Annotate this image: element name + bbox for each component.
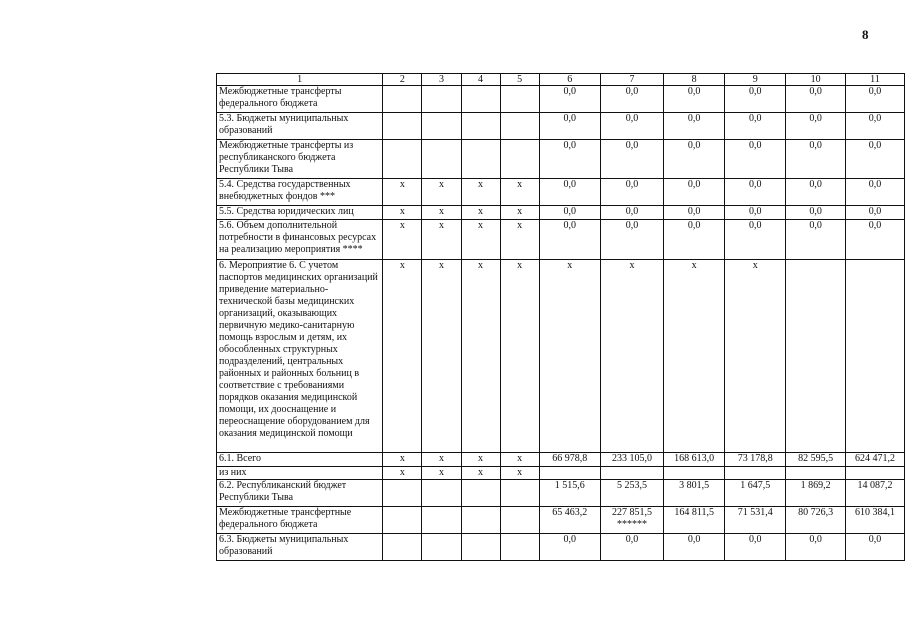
table-cell: 0,0 (845, 86, 904, 113)
table-row (217, 534, 905, 561)
table-row (217, 480, 905, 507)
table-cell: x (461, 260, 500, 453)
column-header: 3 (422, 74, 461, 86)
table-cell (539, 467, 600, 480)
table-cell: x (461, 453, 500, 467)
cell-value: 227 851,5 (611, 507, 652, 518)
table-cell (422, 507, 461, 534)
table-cell (461, 534, 500, 561)
table-cell: 0,0 (725, 206, 786, 220)
table-cell: 0,0 (539, 220, 600, 260)
table-cell (786, 260, 846, 453)
table-cell: 0,0 (664, 179, 725, 206)
table-cell (461, 140, 500, 179)
row-label: 5.5. Средства юридических лиц (217, 206, 383, 220)
table-cell: 0,0 (600, 206, 663, 220)
table-cell (725, 467, 786, 480)
table-cell (461, 86, 500, 113)
table-cell (600, 467, 663, 480)
table-cell (383, 140, 422, 179)
table-cell: 0,0 (539, 206, 600, 220)
table-cell (786, 467, 846, 480)
table-cell: 168 613,0 (664, 453, 725, 467)
table-cell (500, 86, 539, 113)
table-cell: x (422, 467, 461, 480)
table-cell: 0,0 (786, 179, 846, 206)
table-cell: 164 811,5 (664, 507, 725, 534)
row-label: 6.1. Всего (217, 453, 383, 467)
row-label: 6. Мероприятие 6. С учетом паспортов медицинских организаций приведение материально-технической базы медицинских организаций, оказывающих первичную медико-санитарную помощь взрослым и детям, их обособленных структурных подразделений, центральных районных и районных больниц в соответствие с требованиями порядков оказания медицинской помощи, их дооснащение и переоснащение оборудованием для оказания медицинской помощи (217, 260, 383, 453)
table-row (217, 113, 905, 140)
row-label: 5.4. Средства государственных внебюджетных фондов *** (217, 179, 383, 206)
table-cell: 3 801,5 (664, 480, 725, 507)
table-row (217, 260, 905, 453)
table-cell: 14 087,2 (845, 480, 904, 507)
table-cell (845, 467, 904, 480)
table-cell (500, 113, 539, 140)
table-cell: 0,0 (664, 86, 725, 113)
table-cell (422, 480, 461, 507)
table-cell: x (500, 220, 539, 260)
row-label: Межбюджетные трансфертные федерального бюджета (217, 507, 383, 534)
column-header: 6 (539, 74, 600, 86)
row-label: из них (217, 467, 383, 480)
table-cell: 1 869,2 (786, 480, 846, 507)
table-cell: x (461, 206, 500, 220)
table-cell (383, 534, 422, 561)
table-cell: x (422, 179, 461, 206)
column-header: 9 (725, 74, 786, 86)
table-cell: x (422, 220, 461, 260)
table-cell: 0,0 (845, 220, 904, 260)
table-cell (461, 480, 500, 507)
table-cell: 0,0 (600, 220, 663, 260)
table-cell: 0,0 (600, 140, 663, 179)
table-cell: 0,0 (664, 206, 725, 220)
table-cell: 0,0 (786, 220, 846, 260)
table-cell: 0,0 (539, 86, 600, 113)
table-cell (383, 507, 422, 534)
column-header: 1 (217, 74, 383, 86)
table-cell: x (383, 206, 422, 220)
table-cell: x (461, 179, 500, 206)
table-cell: 0,0 (786, 534, 846, 561)
table-row (217, 507, 905, 534)
table-cell (422, 534, 461, 561)
column-header: 10 (786, 74, 846, 86)
table-cell: 0,0 (725, 534, 786, 561)
table-cell: x (500, 179, 539, 206)
table-row (217, 179, 905, 206)
table-cell: x (600, 260, 663, 453)
table-cell (461, 507, 500, 534)
table-cell: 73 178,8 (725, 453, 786, 467)
table-cell: 0,0 (539, 534, 600, 561)
table-cell: x (383, 453, 422, 467)
row-label: Межбюджетные трансферты федерального бюджета (217, 86, 383, 113)
column-header: 11 (845, 74, 904, 86)
table-cell: x (500, 467, 539, 480)
table-row (217, 86, 905, 113)
table-cell: 80 726,3 (786, 507, 846, 534)
table-cell (383, 86, 422, 113)
table-cell: 0,0 (664, 220, 725, 260)
table-cell: 0,0 (664, 113, 725, 140)
table-cell: 0,0 (539, 113, 600, 140)
column-header: 4 (461, 74, 500, 86)
table-cell: x (422, 260, 461, 453)
table-cell: 0,0 (845, 534, 904, 561)
table-cell: 0,0 (664, 140, 725, 179)
table-cell: 0,0 (845, 113, 904, 140)
page-number: 8 (862, 27, 869, 42)
table-cell: 66 978,8 (539, 453, 600, 467)
table-row (217, 467, 905, 480)
table-cell (845, 260, 904, 453)
table-cell: 0,0 (786, 113, 846, 140)
table-cell: 0,0 (539, 179, 600, 206)
row-label: 5.6. Объем дополнительной потребности в финансовых ресурсах на реализацию мероприятия **** (217, 220, 383, 260)
table-cell (461, 113, 500, 140)
table-cell: x (500, 206, 539, 220)
table-row (217, 140, 905, 179)
table-cell: 65 463,2 (539, 507, 600, 534)
column-header: 5 (500, 74, 539, 86)
table-cell: 0,0 (786, 206, 846, 220)
table-cell (422, 140, 461, 179)
table-cell: 610 384,1 (845, 507, 904, 534)
table-cell: 624 471,2 (845, 453, 904, 467)
table-cell: 0,0 (600, 113, 663, 140)
table-cell: x (500, 453, 539, 467)
table-cell: 0,0 (725, 86, 786, 113)
table-cell: 1 515,6 (539, 480, 600, 507)
table-cell: 0,0 (539, 140, 600, 179)
table-cell (500, 140, 539, 179)
table-cell (500, 507, 539, 534)
table-row (217, 220, 905, 260)
table-cell: 233 105,0 (600, 453, 663, 467)
table-cell (422, 113, 461, 140)
table-cell: x (383, 260, 422, 453)
table-cell: x (725, 260, 786, 453)
table-cell: 82 595,5 (786, 453, 846, 467)
column-header: 7 (600, 74, 663, 86)
column-header: 8 (664, 74, 725, 86)
table-cell: x (461, 220, 500, 260)
table-cell: 5 253,5 (600, 480, 663, 507)
row-label: 5.3. Бюджеты муниципальных образований (217, 113, 383, 140)
table-cell: 0,0 (725, 113, 786, 140)
table-cell: x (422, 206, 461, 220)
table-cell: 0,0 (845, 206, 904, 220)
table-cell: 0,0 (664, 534, 725, 561)
table-cell: 1 647,5 (725, 480, 786, 507)
table-cell: 0,0 (600, 86, 663, 113)
table-cell (664, 467, 725, 480)
table-cell: 0,0 (725, 140, 786, 179)
table-cell: 0,0 (786, 86, 846, 113)
budget-table (216, 73, 905, 561)
table-cell (422, 86, 461, 113)
column-header: 2 (383, 74, 422, 86)
table-cell: 0,0 (725, 220, 786, 260)
table-cell: x (500, 260, 539, 453)
table-cell: 0,0 (725, 179, 786, 206)
row-label: 6.3. Бюджеты муниципальных образований (217, 534, 383, 561)
table-cell: x (383, 220, 422, 260)
table-cell: 0,0 (600, 534, 663, 561)
table-cell (383, 480, 422, 507)
table-cell: x (383, 179, 422, 206)
table-cell: 0,0 (786, 140, 846, 179)
table-cell: x (664, 260, 725, 453)
table-cell: 71 531,4 (725, 507, 786, 534)
header-row (217, 74, 905, 86)
table-row (217, 206, 905, 220)
table-cell (383, 113, 422, 140)
table-cell: x (422, 453, 461, 467)
table-row (217, 453, 905, 467)
table-cell: x (539, 260, 600, 453)
table-cell: 0,0 (845, 179, 904, 206)
table-cell: x (383, 467, 422, 480)
footnote-mark: ****** (616, 519, 647, 530)
row-label: Межбюджетные трансферты из республиканского бюджета Республики Тыва (217, 140, 383, 179)
row-label: 6.2. Республиканский бюджет Республики Тыва (217, 480, 383, 507)
table-cell (500, 534, 539, 561)
table-cell (500, 480, 539, 507)
table-cell: 0,0 (600, 179, 663, 206)
table-cell (600, 507, 663, 534)
table-cell: 0,0 (845, 140, 904, 179)
table-cell: x (461, 467, 500, 480)
